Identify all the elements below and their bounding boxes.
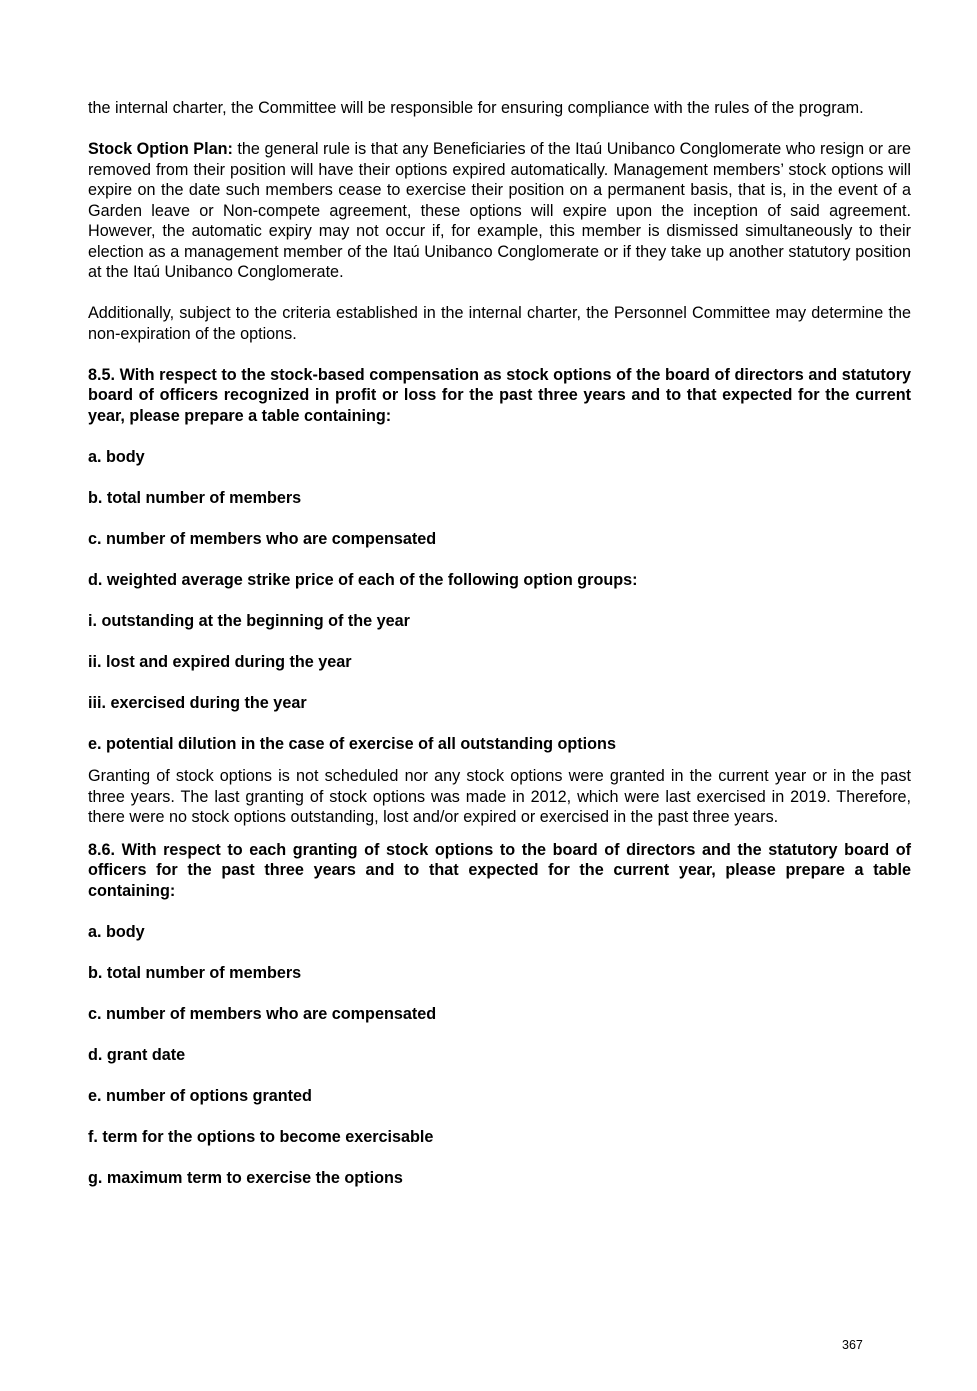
section-8-5-list [88,447,911,755]
stock-option-plan-text: the general rule is that any Beneficiaries of the Itaú Unibanco Conglomerate who resign or are removed from their position will have their options expired automatically. Management members’ stock options will expire on the date such members cease to exercise their position on a permanent basis, that is, in the event of a Garden leave or Non-compete agreement, these options will expire upon the inception of said agreement. However, the automatic expiry may not occur if, for example, this member is dismissed simultaneously to their election as a management member of the Itaú Unibanco Conglomerate or if they take up another statutory position at the Itaú Unibanco Conglomerate. [88,140,911,281]
paragraph-granting-not-scheduled: Granting of stock options is not scheduled nor any stock options were granted in the current year or in the past three years. The last granting of stock options was made in 2012, which were last exercised in 2019. Therefore, there were no stock options outstanding, lost and/or expired or exercised in the past three years. [88,767,911,826]
list-item: b. total number of members [88,488,302,507]
section-8-6-heading: 8.6. With respect to each granting of stock options to the board of directors and the statutory board of officers for the past three years and to that expected for the current year, please prepare a table containing: [88,840,911,900]
list-item: c. number of members who are compensated [88,1004,437,1023]
paragraph-internal-charter: the internal charter, the Committee will be responsible for ensuring compliance with the rules of the program. [88,99,864,117]
list-item: g. maximum term to exercise the options [88,1168,403,1187]
page-number: 367 [842,1338,863,1352]
list-item: b. total number of members [88,963,302,982]
section-8-5-heading: 8.5. With respect to the stock-based compensation as stock options of the board of directors and statutory board of officers recognized in profit or loss for the past three years and to that expected for the current year, please prepare a table containing: [88,365,911,425]
list-item: c. number of members who are compensated [88,529,437,548]
document-page [88,98,911,1188]
list-item: a. body [88,447,145,466]
list-item: f. term for the options to become exercisable [88,1127,434,1146]
stock-option-plan-label: Stock Option Plan: [88,140,233,158]
list-item: d. grant date [88,1045,186,1064]
list-item: e. number of options granted [88,1086,312,1105]
list-item: i. outstanding at the beginning of the year [88,611,410,630]
list-item: iii. exercised during the year [88,693,307,712]
list-item: e. potential dilution in the case of exercise of all outstanding options [88,734,616,753]
paragraph-stock-option-plan [88,139,911,283]
list-item: d. weighted average strike price of each of the following option groups: [88,570,638,589]
list-item: a. body [88,922,145,941]
section-8-6-list [88,922,911,1189]
list-item: ii. lost and expired during the year [88,652,352,671]
paragraph-additionally: Additionally, subject to the criteria established in the internal charter, the Personnel Committee may determine the non-expiration of the options. [88,304,911,343]
